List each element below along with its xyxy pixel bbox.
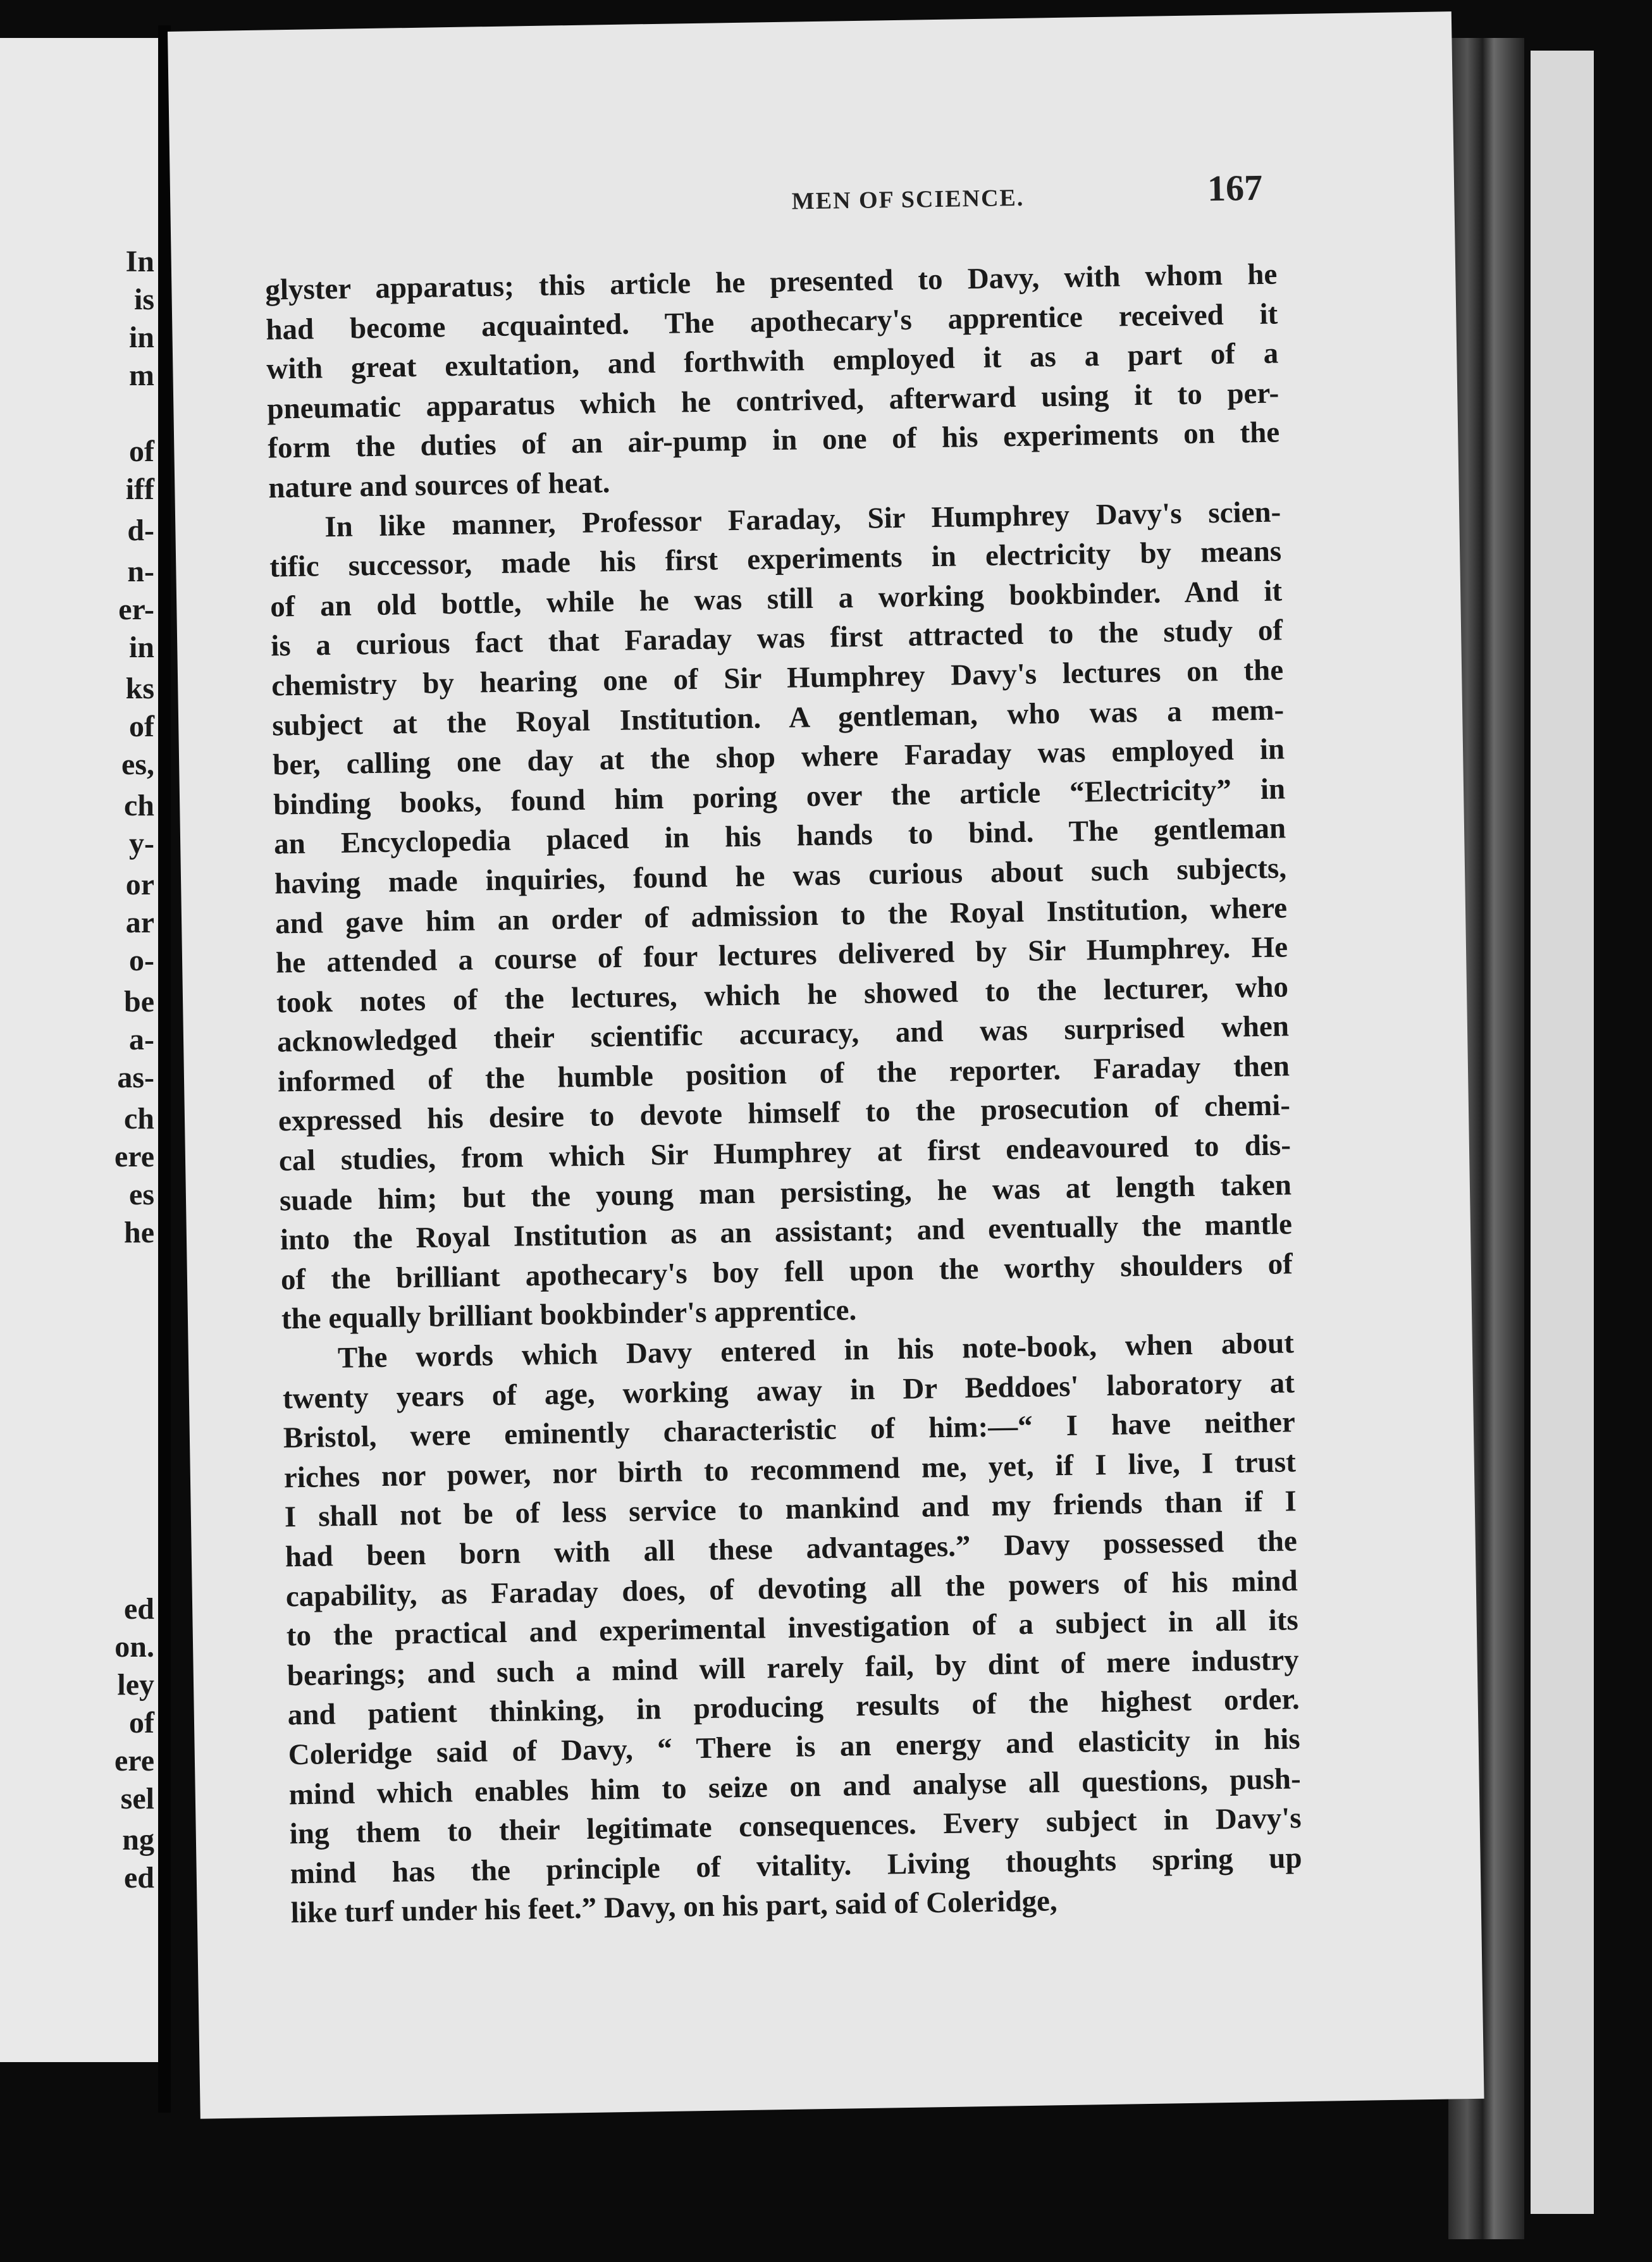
left-page-fragment: ere <box>114 1140 154 1173</box>
left-facing-page <box>0 38 162 2062</box>
text-line: binding books, found him poring over the article “Electricity” in <box>273 772 1286 822</box>
text-line: he attended a course of four lectures delivered by Sir Humphrey. He <box>275 930 1288 980</box>
text-line: an Encyclopedia placed in his hands to bind. The gentleman <box>273 812 1286 861</box>
text-line: twenty years of age, working away in Dr Beddoes' laboratory at <box>282 1366 1295 1416</box>
page-number: 167 <box>1207 166 1263 209</box>
text-line: nature and sources of heat. <box>268 466 610 505</box>
text-line: took notes of the lectures, which he showed to the lecturer, who <box>276 970 1289 1020</box>
left-page-fragment: ch <box>124 1102 154 1135</box>
text-line: of an old bottle, while he was still a working bookbinder. And it <box>269 574 1283 624</box>
text-line: glyster apparatus; this article he presented to Davy, with whom he <box>265 257 1278 307</box>
text-line: capability, as Faraday does, of devoting all the powers of his mind <box>285 1564 1298 1613</box>
text-line: and gave him an order of admission to the Royal Institution, where <box>274 891 1288 940</box>
text-line: suade him; but the young man persisting, he was at length taken <box>279 1168 1292 1218</box>
left-page-fragment: he <box>124 1216 154 1249</box>
left-page-fragment: m <box>129 359 154 392</box>
left-page-fragment: ch <box>124 789 154 822</box>
text-line: is a curious fact that Faraday was first attracted to the study of <box>270 614 1283 663</box>
left-page-fragment: In <box>125 245 154 278</box>
text-line: like turf under his feet.” Davy, on his part, said of Coleridge, <box>290 1884 1058 1930</box>
left-page-fragment: in <box>128 631 154 664</box>
text-line: Coleridge said of Davy, “ There is an energy and elasticity in his <box>288 1722 1301 1772</box>
left-page-fragment: ley <box>117 1668 154 1702</box>
text-line: expressed his desire to devote himself to the prosecution of chemi- <box>278 1089 1291 1138</box>
text-line: of the brilliant apothecary's boy fell upon the worthy shoulders of <box>280 1247 1293 1297</box>
left-page-fragment: sel <box>120 1782 154 1815</box>
left-page-fragment: ere <box>114 1744 154 1777</box>
text-line: mind which enables him to seize on and analyse all questions, push- <box>288 1762 1302 1811</box>
running-head: MEN OF SCIENCE. <box>791 184 1025 215</box>
left-page-fragment: ks <box>125 672 154 705</box>
left-page-fragment: in <box>128 321 154 354</box>
book-page <box>168 11 1484 2118</box>
text-line: and patient thinking, in producing results of the highest order. <box>287 1683 1300 1732</box>
text-line: riches nor power, nor birth to recommend me, yet, if I live, I trust <box>283 1445 1297 1495</box>
left-page-fragment: is <box>133 283 154 316</box>
left-page-fragment: as- <box>117 1061 154 1094</box>
left-page-fragment: ng <box>122 1823 154 1857</box>
left-page-fragment: es, <box>121 748 154 781</box>
book-gutter <box>158 25 171 2113</box>
text-line: The words which Davy entered in his note-book, when about <box>337 1326 1295 1375</box>
text-line: mind has the principle of vitality. Living thoughts spring up <box>290 1841 1302 1891</box>
text-line: with great exultation, and forthwith employed it as a part of a <box>266 337 1279 386</box>
left-page-fragment: or <box>125 868 154 901</box>
left-page-fragment: of <box>129 435 154 468</box>
text-line: chemistry by hearing one of Sir Humphrey Davy's lectures on the <box>271 653 1284 703</box>
left-page-fragment: of <box>129 710 154 743</box>
left-page-fragment: on. <box>114 1630 154 1664</box>
left-page-fragment: er- <box>118 593 154 626</box>
text-line: tific successor, made his first experiments in electricity by means <box>269 535 1282 584</box>
left-page-fragment: es <box>129 1178 154 1211</box>
left-page-fragment: y- <box>129 827 154 860</box>
left-page-fragment: ar <box>125 906 154 939</box>
left-page-fragment: ed <box>124 1592 154 1626</box>
text-line: informed of the humble position of the reporter. Faraday then <box>277 1049 1290 1099</box>
text-line: form the duties of an air-pump in one of his experiments on the <box>267 416 1280 465</box>
left-page-fragment: ed <box>124 1861 154 1894</box>
text-line: In like manner, Professor Faraday, Sir Humphrey Davy's scien- <box>324 495 1281 543</box>
text-line: the equally brilliant bookbinder's apprentice. <box>281 1294 857 1336</box>
text-line: bearings; and such a mind will rarely fail, by dint of mere industry <box>287 1643 1300 1693</box>
left-page-fragment: be <box>124 985 154 1018</box>
left-page-fragment: d- <box>127 514 154 547</box>
text-line: into the Royal Institution as an assistant; and eventually the mantle <box>280 1208 1293 1257</box>
left-page-fragment: iff <box>125 473 154 506</box>
left-page-fragment: of <box>129 1706 154 1740</box>
text-line: had become acquainted. The apothecary's apprentice received it <box>266 297 1278 347</box>
text-line: Bristol, were eminently characteristic of him:—“ I have neither <box>283 1406 1296 1455</box>
left-page-fragment: a- <box>129 1023 154 1056</box>
text-line: I shall not be of less service to mankind and my friends than if I <box>284 1485 1297 1534</box>
text-line: acknowledged their scientific accuracy, and was surprised when <box>276 1010 1290 1059</box>
text-line: to the practical and experimental investigation of a subject in all its <box>286 1604 1299 1653</box>
body-text <box>265 254 1303 1933</box>
text-line: cal studies, from which Sir Humphrey at first endeavoured to dis- <box>278 1128 1291 1178</box>
text-line: having made inquiries, found he was curious about such subjects, <box>274 851 1287 901</box>
text-line: ing them to their legitimate consequences. Every subject in Davy's <box>289 1802 1302 1851</box>
text-line: pneumatic apparatus which he contrived, afterward using it to per- <box>266 376 1279 426</box>
text-line: had been born with all these advantages.” Davy possessed the <box>285 1524 1298 1574</box>
left-page-fragment: n- <box>127 555 154 588</box>
book-cover-edge <box>1531 51 1594 2214</box>
left-page-fragment: o- <box>129 944 154 977</box>
text-line: subject at the Royal Institution. A gentleman, who was a mem- <box>271 693 1285 743</box>
text-line: ber, calling one day at the shop where Faraday was employed in <box>272 732 1285 782</box>
